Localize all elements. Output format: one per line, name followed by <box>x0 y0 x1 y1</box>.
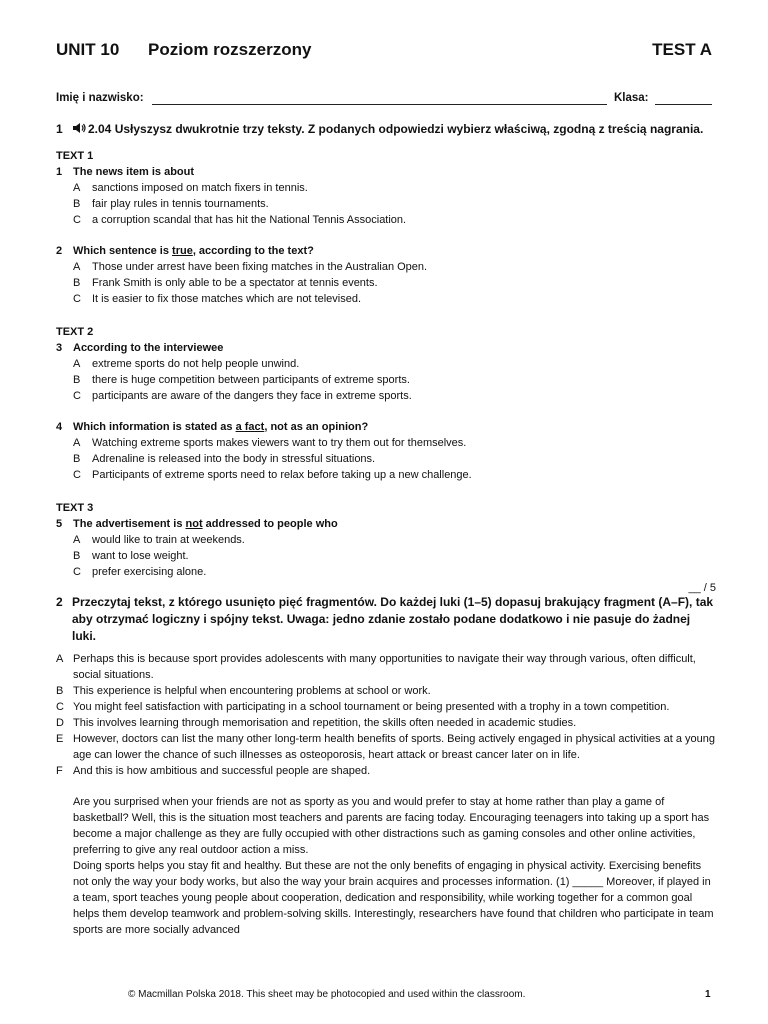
option-4a[interactable] <box>56 435 716 451</box>
sentence-letter: A <box>56 653 64 665</box>
task1-instruction <box>56 121 716 138</box>
option-text: extreme sports do not help people unwind. <box>92 358 300 370</box>
sentence-text: Perhaps this is because sport provides adolescents with many opportunities to navigate their way through various, often difficult, social situations. <box>73 653 696 681</box>
question-text-end: , according to the text? <box>192 245 314 257</box>
question-2 <box>56 243 716 259</box>
sentence-letter: C <box>56 701 64 713</box>
question-text: Which information is stated as <box>73 421 236 433</box>
option-text: prefer exercising alone. <box>92 566 207 578</box>
question-emphasis: true <box>172 245 193 257</box>
option-text: Adrenaline is released into the body in stressful situations. <box>92 453 376 465</box>
sentence-text: And this is how ambitious and successful people are shaped. <box>73 765 371 777</box>
option-text: would like to train at weekends. <box>92 534 245 546</box>
option-text: there is huge competition between participants of extreme sports. <box>92 374 410 386</box>
option-letter: B <box>73 453 81 465</box>
question-text: The advertisement is <box>73 518 186 530</box>
option-letter: A <box>73 437 81 449</box>
class-field-line[interactable] <box>655 104 712 105</box>
sentence-a <box>56 651 716 683</box>
option-3b[interactable] <box>56 372 716 388</box>
task2-instruction <box>56 594 716 645</box>
question-number: 3 <box>56 342 63 354</box>
option-3a[interactable] <box>56 356 716 372</box>
sentence-letter: F <box>56 765 63 777</box>
name-label: Imię i nazwisko: <box>56 92 144 104</box>
level-title: Poziom rozszerzony <box>148 40 312 59</box>
option-text: sanctions imposed on match fixers in tennis. <box>92 182 308 194</box>
sentence-text: However, doctors can list the many other long-term health benefits of sports. Being actively engaged in physical activities at a young age can lower the chance of such illnesses as osteoporosis, heart attack or breast cancer later on in life. <box>73 733 716 761</box>
sentence-f <box>56 763 716 779</box>
option-text: Watching extreme sports makes viewers want to try them out for themselves. <box>92 437 467 449</box>
text3-label: TEXT 3 <box>56 502 94 514</box>
option-letter: C <box>73 390 81 402</box>
question-text: According to the interviewee <box>73 342 224 354</box>
copyright-notice: © Macmillan Polska 2018. This sheet may be photocopied and used within the classroom. <box>128 989 526 1000</box>
worksheet-content <box>56 121 716 938</box>
question-text: Which sentence is <box>73 245 173 257</box>
question-1 <box>56 164 716 180</box>
question-text: The news item is about <box>73 166 195 178</box>
question-3 <box>56 340 716 356</box>
reading-passage <box>56 794 716 938</box>
option-letter: A <box>73 182 81 194</box>
text1-label: TEXT 1 <box>56 150 94 162</box>
option-letter: C <box>73 293 81 305</box>
speaker-icon <box>72 122 86 134</box>
option-letter: B <box>73 277 81 289</box>
unit-label: UNIT 10 <box>56 40 120 59</box>
option-text: a corruption scandal that has hit the National Tennis Association. <box>92 214 407 226</box>
option-text: want to lose weight. <box>92 550 189 562</box>
question-5 <box>56 516 716 532</box>
option-letter: A <box>73 358 81 370</box>
option-letter: B <box>73 550 81 562</box>
page-number: 1 <box>705 989 711 1000</box>
sentence-c <box>56 699 716 715</box>
option-3c[interactable] <box>56 388 716 404</box>
name-field-line[interactable] <box>152 104 607 105</box>
task1-score: __ / 5 <box>688 582 716 594</box>
task1-instruction-text: 2.04 Usłyszysz dwukrotnie trzy teksty. Z podanych odpowiedzi wybierz właściwą, zgodną z treścią nagrania. <box>88 122 704 136</box>
sentence-text: You might feel satisfaction with participating in a school tournament or being presented with a trophy in a town competition. <box>73 701 670 713</box>
question-emphasis: not <box>185 518 203 530</box>
sentence-letter: D <box>56 717 64 729</box>
sentence-text: This experience is helpful when encountering problems at school or work. <box>73 685 431 697</box>
option-text: It is easier to fix those matches which are not televised. <box>92 293 362 305</box>
option-1c[interactable] <box>56 212 716 228</box>
question-text-end: addressed to people who <box>202 518 338 530</box>
passage-paragraph-2: Doing sports helps you stay fit and healthy. But these are not the only benefits of engaging in physical activity. Exercising benefits not only the way your body works, but also the way your brain acquires and processes information. (1) _____ Moreover, if played in a team, sport teaches young people about cooperation, dedication and responsibility, while working together for a common goal helps them develop teamwork and problem-solving skills. Interestingly, researchers have found that children who participate in team sports are more socially advanced <box>73 860 714 936</box>
question-text-end: , not as an opinion? <box>264 421 369 433</box>
option-letter: B <box>73 374 81 386</box>
option-letter: A <box>73 534 81 546</box>
sentence-letter: B <box>56 685 64 697</box>
task2-instruction-text: Przeczytaj tekst, z którego usunięto pięć fragmentów. Do każdej luki (1–5) dopasuj brakujący fragment (A–F), tak aby otrzymać logiczny i spójny tekst. Uwaga: jedno zdanie zostało podane dodatkowo i nie pasuje do żadnej luki. <box>72 595 714 643</box>
option-1b[interactable] <box>56 196 716 212</box>
student-info-row <box>56 92 712 110</box>
option-letter: B <box>73 198 81 210</box>
question-4 <box>56 419 716 435</box>
option-text: Frank Smith is only able to be a spectator at tennis events. <box>92 277 378 289</box>
option-letter: A <box>73 261 81 273</box>
option-letter: C <box>73 566 81 578</box>
option-2c[interactable] <box>56 291 716 307</box>
option-text: Those under arrest have been fixing matches in the Australian Open. <box>92 261 428 273</box>
sentence-text: This involves learning through memorisation and repetition, the skills often needed in academic studies. <box>73 717 577 729</box>
passage-paragraph-1: Are you surprised when your friends are not as sporty as you and would prefer to stay at home rather than play a game of basketball? Well, this is the situation most teachers and parents are facing today. Encouraging teenagers into taking up a sport has become a major challenge as they are fully occupied with other distractions such as gaming consoles and other online activities, preferring to give any real outdoor action a miss. <box>73 796 710 856</box>
option-4c[interactable] <box>56 467 716 483</box>
option-letter: C <box>73 469 81 481</box>
question-number: 2 <box>56 245 63 257</box>
page-header <box>56 40 712 64</box>
option-text: fair play rules in tennis tournaments. <box>92 198 269 210</box>
option-text: Participants of extreme sports need to relax before taking up a new challenge. <box>92 469 472 481</box>
sentence-d <box>56 715 716 731</box>
sentence-e <box>56 731 716 763</box>
task1-number: 1 <box>56 122 63 136</box>
class-label: Klasa: <box>614 92 649 104</box>
question-number: 1 <box>56 166 63 178</box>
text2-label: TEXT 2 <box>56 326 94 338</box>
option-5a[interactable] <box>56 532 716 548</box>
question-number: 4 <box>56 421 63 433</box>
option-4b[interactable] <box>56 451 716 467</box>
question-emphasis: a fact <box>235 421 265 433</box>
test-label: TEST A <box>652 40 712 59</box>
sentence-b <box>56 683 716 699</box>
sentence-letter: E <box>56 733 64 745</box>
question-number: 5 <box>56 518 63 530</box>
option-5b[interactable] <box>56 548 716 564</box>
option-2a[interactable] <box>56 259 716 275</box>
option-1a[interactable] <box>56 180 716 196</box>
option-text: participants are aware of the dangers they face in extreme sports. <box>92 390 412 402</box>
option-2b[interactable] <box>56 275 716 291</box>
option-5c[interactable] <box>56 564 716 580</box>
task2-number: 2 <box>56 595 63 609</box>
option-letter: C <box>73 214 81 226</box>
